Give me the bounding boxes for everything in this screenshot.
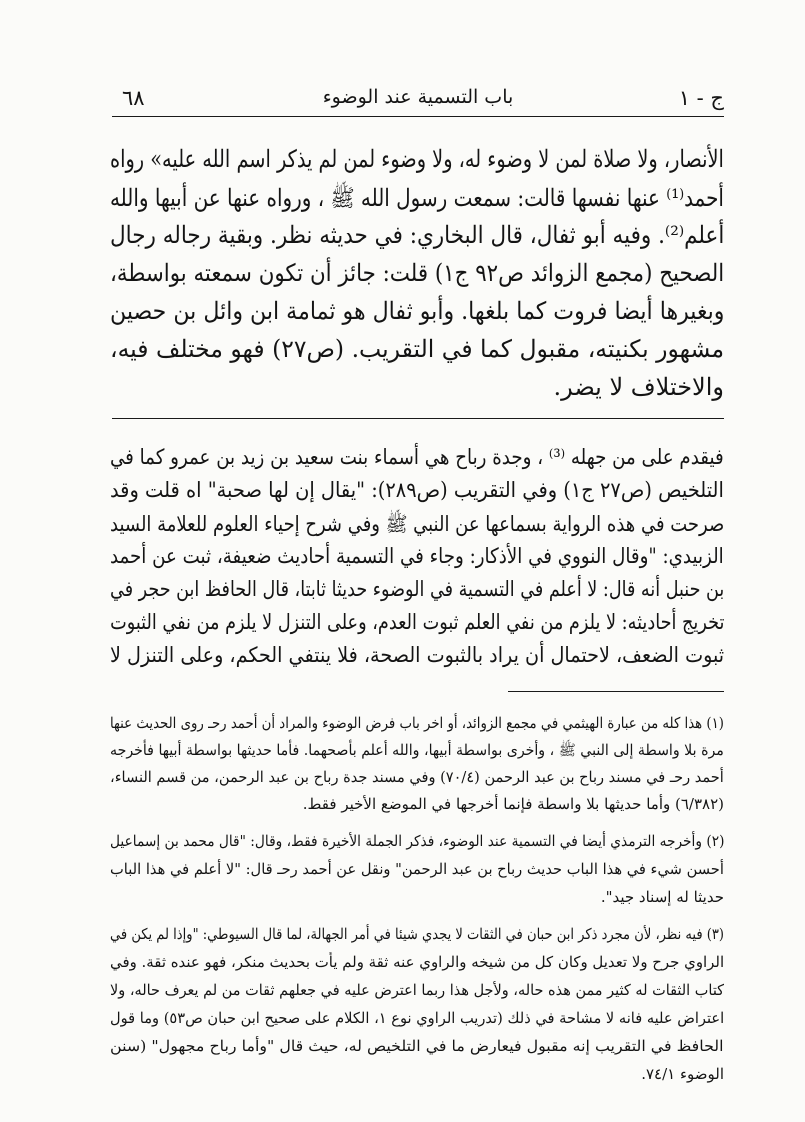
text-line: التلخيص (ص٢٧ ج١) وفي التقريب (ص٢٨٩): "يقال إن لها صحبة" اه قلت وقد <box>110 478 724 502</box>
footnote-line: الوضوء ٧٤/١. <box>641 1065 724 1083</box>
text-line: مشهور بكنيته، مقبول كما في التقريب. (ص٢٧) فهو مختلف فيه، <box>109 335 724 363</box>
footnote-1 <box>110 714 724 826</box>
text-line: أحمد⁽¹⁾ عنها نفسها قالت: سمعت رسول الله ﷺ ، ورواه عنها عن أبيها والله <box>110 184 724 212</box>
text-line: ثبوت الضعف، لاحتمال أن يراد بالثبوت الصحة، فلا ينتفي الحكم، وعلى التنزل لا <box>109 643 724 667</box>
footnote-line: الراوي جرح ولا تعديل وكان كل من شيخه والراوي عنه ثقة ولم يأت بحديث منكر، فهو عنده ثقة. وفي <box>109 953 724 971</box>
text-line: بن حنبل أنه قال: لا أعلم في التسمية في الوضوء حديثا ثابتا، قال الحافظ ابن حجر في <box>109 577 724 601</box>
footnote-line: الحافظ في التقريب إنه مقبول فيعارض ما في التلخيص له، حيث قال "وأما رباح مجهول" (سنن <box>110 1037 724 1055</box>
section-divider <box>112 418 724 419</box>
text-line: فيقدم على من جهله ⁽³⁾ ، وجدة رباح هي أسماء بنت سعيد بن زيد بن عمرو كما في <box>110 445 724 469</box>
text-line: والاختلاف لا يضر. <box>553 373 724 401</box>
text-line: الأنصار، ولا صلاة لمن لا وضوء له، ولا وضوء لمن لم يذكر اسم الله عليه» رواه <box>110 145 724 173</box>
commentary-text-block <box>110 445 724 685</box>
footnote-line: حديثا له إسناد جيد". <box>600 888 724 906</box>
footnote-2 <box>110 832 724 917</box>
text-line: تخريج أحاديثه: لا يلزم من نفي العلم ثبوت العدم، وعلى التنزل لا يلزم من نفي الثبوت <box>109 610 724 634</box>
footnote-3 <box>110 925 724 1095</box>
footnote-line: مرة بلا واسطة إلى النبي ﷺ ، وأخرى بواسطة أبيها، والله أعلم بأصحهما. فأما حديثها بواسطة أبيها فأخرجه <box>110 741 724 759</box>
footnote-line: (١) هذا كله من عبارة الهيثمي في مجمع الزوائد، أو اخر باب فرض الوضوء والمراد أن أحمد رحـ روى الحديث عنها <box>110 714 724 732</box>
text-line: الزبيدي: "وقال النووي في الأذكار: وجاء في التسمية أحاديث ضعيفة، ثبت عن أحمد <box>110 544 724 568</box>
footnote-line: أحمد رحـ في مسند رباح بن عبد الرحمن (٧٠/٤) وفي مسند جدة رباح بن عبد الرحمن، من قسم النساء، <box>110 768 724 786</box>
continued-text-block <box>110 145 724 415</box>
text-line: أعلم⁽²⁾. وفيه أبو ثفال، قال البخاري: في حديثه نظر. وبقية رجاله رجال <box>109 221 724 249</box>
footnote-line: (٦/٣٨٢) وأما حديثها بلا واسطة فإنما أخرجها في الموضع الأخير فقط. <box>302 795 724 813</box>
footnote-line: أحسن شيء في هذا الباب حديث رباح بن عبد الرحمن" ونقل عن أحمد رحـ قال: "لا أعلم في هذا الباب <box>110 860 724 878</box>
running-header <box>112 86 724 117</box>
page-number: ٦٨ <box>122 86 145 110</box>
text-line: صرحت في هذه الرواية بسماعها عن النبي ﷺ وفي شرح إحياء العلوم للعلامة السيد <box>109 512 724 536</box>
volume-label: ج - ١ <box>678 86 724 110</box>
text-line: الصحيح (مجمع الزوائد ص٩٢ ج١) قلت: جائز أن تكون سمعته بواسطة، <box>109 259 724 287</box>
chapter-title: باب التسمية عند الوضوء <box>322 86 514 108</box>
footnote-divider <box>508 691 724 692</box>
footnote-line: اعتراض عليه فانه لا مشاحة في ذلك (تدريب الراوي نوع ١، الكلام على صحيح ابن حبان ص٥٣) وما قول <box>109 1009 724 1027</box>
text-line: وبغيرها أيضا فروت كما بلغها. وأبو ثفال هو ثمامة ابن وائل بن حصين <box>109 297 724 325</box>
footnote-line: (٣) فيه نظر، لأن مجرد ذكر ابن حبان في الثقات لا يجدي شيئا في أمر الجهالة، لما قال السيوطي: "وإذا لم يكن في <box>109 925 724 943</box>
footnote-line: كتاب الثقات له كثير ممن هذه حاله، ولأجل هذا ربما اعترض عليه في جعلهم ثقات من لم يعرف حاله، ولا <box>109 981 724 999</box>
footnote-line: (٢) وأخرجه الترمذي أيضا في التسمية عند الوضوء، فذكر الجملة الأخيرة فقط، وقال: "قال محمد بن إسماعيل <box>109 832 724 850</box>
